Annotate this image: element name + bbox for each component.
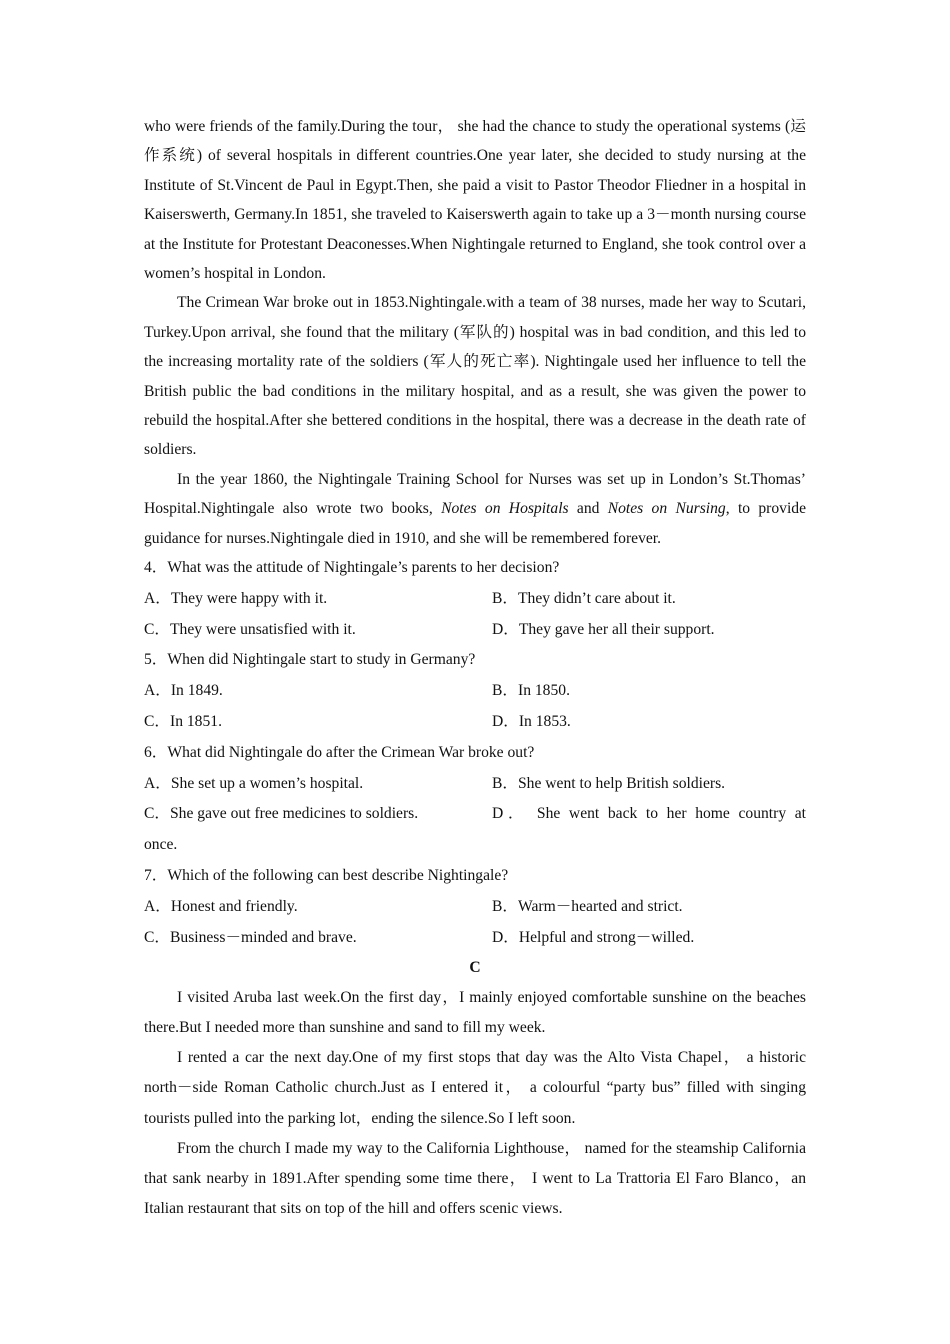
option-d: D．In 1853. [492, 713, 571, 731]
option-d-continuation: once. [144, 836, 178, 854]
question-4 [144, 553, 806, 645]
paragraph-text: and [568, 500, 608, 518]
option-b: B．She went to help British soldiers. [492, 774, 726, 792]
question-stem: 5．When did Nightingale start to study in Germany? [144, 651, 476, 669]
passage-b-paragraph-3 [144, 465, 806, 553]
answer-options [144, 676, 806, 738]
passage-c-paragraph-3: From the church I made my way to the California Lighthouse， named for the steamship California that sank nearby in 1891.After spending some time there， I went to La Trattoria El Faro Blanco，an Italian restaurant that sits on top of the hill and offers scenic views. [144, 1139, 806, 1218]
question-stem: 7．Which of the following can best describe Nightingale? [144, 867, 509, 885]
option-a: A．In 1849. [144, 682, 223, 700]
question-stem: 4．What was the attitude of Nightingale’s parents to her decision? [144, 559, 560, 577]
option-d: D． She went back to her home country at [492, 805, 806, 823]
answer-options [144, 892, 806, 954]
question-stem: 6．What did Nightingale do after the Crimean War broke out? [144, 743, 535, 761]
section-heading-c: C [469, 959, 481, 977]
passage-c-paragraph-2: I rented a car the next day.One of my first stops that day was the Alto Vista Chapel， a historic north－side Roman Catholic church.Just as I entered it， a colourful “party bus” filled with singing tourists pulled into the parking lot，ending the silence.So I left soon. [144, 1049, 806, 1127]
passage-c [144, 983, 806, 1225]
passage-c-paragraph-1: I visited Aruba last week.On the first day，I mainly enjoyed comfortable sunshine on the beaches there.But I needed more than sunshine and sand to fill my week. [144, 988, 806, 1037]
paragraph-text: In the year 1860, the Nightingale Training School for Nurses was set up in London’s St.Thomas’ Hospital.Nightingale also wrote two books, [144, 470, 806, 518]
book-title-nursing: Notes on Nursing [607, 500, 726, 518]
paragraph-text: , to provide guidance for nurses.Nightingale died in 1910, and she will be remembered forever. [144, 500, 807, 547]
question-list [144, 553, 806, 953]
passage-b-paragraph-2: The Crimean War broke out in 1853.Nightingale.with a team of 38 nurses, made her way to Scutari, Turkey.Upon arrival, she found that the military (军队的) hospital was in bad condition, and this led to the increasing mortality rate of the soldiers (军人的死亡率). Nightingale used her influence to tell the British public the bad conditions in the military hospital, and as a result, she was given the power to rebuild the hospital.After she bettered conditions in the hospital, there was a decrease in the death rate of soldiers. [144, 294, 806, 459]
option-a: A．She set up a women’s hospital. [144, 774, 364, 792]
option-c: C．In 1851. [144, 713, 222, 731]
option-d: D．Helpful and strong－willed. [492, 928, 695, 946]
option-b: B．In 1850. [492, 682, 570, 700]
option-d: D．They gave her all their support. [492, 620, 715, 638]
option-a: A．They were happy with it. [144, 589, 328, 607]
passage-b-paragraph-1: who were friends of the family.During the tour， she had the chance to study the operational systems (运作系统) of several hospitals in different countries.One year later, she decided to study nursing at the Institute of St.Vincent de Paul in Egypt.Then, she paid a visit to Pastor Theodor Fliedner in a hospital in Kaiserswerth, Germany.In 1851, she traveled to Kaiserswerth again to take up a 3－month nursing course at the Institute for Protestant Deaconesses.When Nightingale returned to England, she took control over a women’s hospital in London. [144, 118, 806, 283]
question-5 [144, 645, 806, 737]
option-c: C．Business－minded and brave. [144, 928, 357, 946]
page-content [144, 112, 806, 1224]
answer-options [144, 584, 806, 646]
question-6 [144, 738, 806, 861]
option-b: B．They didn’t care about it. [492, 589, 676, 607]
question-7 [144, 861, 806, 953]
answer-options [144, 769, 806, 861]
option-a: A．Honest and friendly. [144, 897, 298, 915]
book-title-hospitals: Notes on Hospitals [441, 500, 569, 518]
option-c: C．She gave out free medicines to soldiers. [144, 805, 419, 823]
option-c: C．They were unsatisfied with it. [144, 620, 356, 638]
option-b: B．Warm－hearted and strict. [492, 897, 683, 915]
